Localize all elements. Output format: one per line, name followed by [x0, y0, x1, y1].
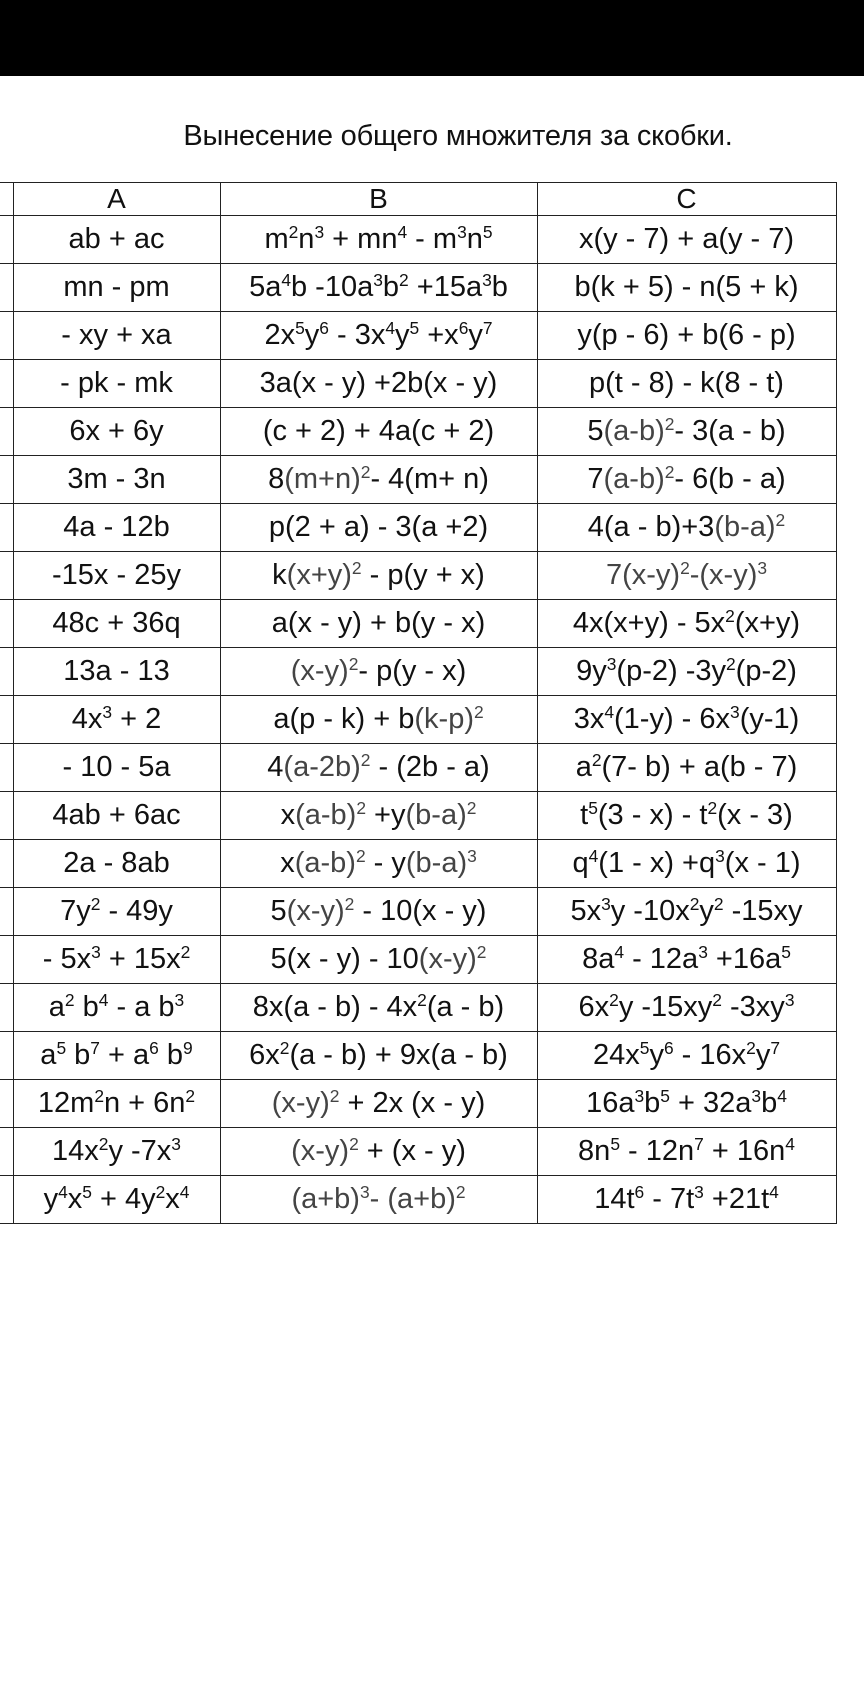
expression-cell-a: - $5x^3 + 15x^2$ [13, 936, 220, 984]
expression-cell-a: $14x^2y$ $-7x^3$ [13, 1128, 220, 1176]
table-margin-cell [0, 408, 13, 456]
table-margin-cell [0, 600, 13, 648]
table-row [0, 216, 836, 264]
table-margin-cell [0, 1032, 13, 1080]
expression-cell-c: $q^4(1 - x) +q^3(x - 1)$ [537, 840, 836, 888]
table-margin-cell [0, 216, 13, 264]
table-row [0, 552, 836, 600]
table-row [0, 408, 836, 456]
table-row [0, 1080, 836, 1128]
expression-cell-b: $5a^4b$ $-10a^3b^2 +15a^3b$ [220, 264, 537, 312]
expression-cell-b: (c + 2) + 4a(c + 2) [220, 408, 537, 456]
table-margin-cell [0, 504, 13, 552]
expression-cell-b: $(x-y)^2 + 2x$ (x - y) [220, 1080, 537, 1128]
expression-cell-b: $8x(a - b) - 4x^2(a - b)$ [220, 984, 537, 1032]
table-margin-cell [0, 1128, 13, 1176]
expression-cell-c: p(t - 8) - k(8 - t) [537, 360, 836, 408]
expression-cell-a: 4a - 12b [13, 504, 220, 552]
table-margin-cell [0, 264, 13, 312]
expression-cell-c: $8a^4 - 12a^3 +16a^5$ [537, 936, 836, 984]
column-header-c: C [537, 183, 836, 216]
table-margin-cell [0, 888, 13, 936]
expression-cell-c: $a^2(7-$ b) + a(b - 7) [537, 744, 836, 792]
expression-cell-b: $5(x-y)^2 - 10(x - y)$ [220, 888, 537, 936]
expression-cell-b: $(a+b)^3-$ $(a+b)^2$ [220, 1176, 537, 1224]
expression-cell-b: $(x-y)^2-$ p(y - x) [220, 648, 537, 696]
table-margin-cell [0, 312, 13, 360]
expression-cell-b: $4(a-2b)^2 - (2b - a)$ [220, 744, 537, 792]
expression-cell-b: $a(p - k) + b(k-p)^2$ [220, 696, 537, 744]
table-row [0, 840, 836, 888]
expression-cell-c: $7(a-b)^2-$ 6(b - a) [537, 456, 836, 504]
expression-cell-c: $9y^3(p-2)$ $-3y^2(p-2)$ [537, 648, 836, 696]
table-margin-cell [0, 744, 13, 792]
expression-cell-b: $8(m+n)^2-$ 4(m+ n) [220, 456, 537, 504]
expression-cell-c: $5(a-b)^2-$ 3(a - b) [537, 408, 836, 456]
expression-cell-c: $6x^2y$ $-15xy^2$ $-3xy^3$ [537, 984, 836, 1032]
table-row [0, 648, 836, 696]
expression-cell-a: mn - pm [13, 264, 220, 312]
table-margin-cell [0, 183, 13, 216]
table-row [0, 696, 836, 744]
table-row [0, 360, 836, 408]
table-row [0, 1032, 836, 1080]
table-row [0, 504, 836, 552]
expression-cell-a: -15x - 25y [13, 552, 220, 600]
table-row [0, 744, 836, 792]
expression-cell-b: $2x^5y^6 - 3x^4y^5 +x^6y^7$ [220, 312, 537, 360]
expression-cell-a: - xy + xa [13, 312, 220, 360]
table-margin-cell [0, 1080, 13, 1128]
table-row [0, 888, 836, 936]
expression-cell-c: x(y - 7) + a(y - 7) [537, 216, 836, 264]
expression-cell-a: $4x^3 + 2$ [13, 696, 220, 744]
expression-cell-a: - pk - mk [13, 360, 220, 408]
expression-cell-b: $x(a-b)^2 +y(b-a)^2$ [220, 792, 537, 840]
expression-cell-a: $a^5$ $b^7 + a^6$ $b^9$ [13, 1032, 220, 1080]
table-row [0, 264, 836, 312]
expression-cell-a: $y^4x^5 + 4y^2x^4$ [13, 1176, 220, 1224]
table-row [0, 984, 836, 1032]
expression-cell-a: 3m - 3n [13, 456, 220, 504]
table-margin-cell [0, 936, 13, 984]
table-margin-cell [0, 840, 13, 888]
expression-cell-b: 3a(x - y) +2b(x - y) [220, 360, 537, 408]
table-row [0, 936, 836, 984]
table-row [0, 312, 836, 360]
table-margin-cell [0, 984, 13, 1032]
expression-cell-a: 48c + 36q [13, 600, 220, 648]
expression-cell-c: $3x^4(1-y) - 6x^3(y-1)$ [537, 696, 836, 744]
column-header-a: A [13, 183, 220, 216]
exercise-table [0, 182, 837, 1224]
expression-cell-b: $5(x - y) - 10(x-y)^2$ [220, 936, 537, 984]
table-row [0, 1176, 836, 1224]
expression-cell-a: 2a - 8ab [13, 840, 220, 888]
expression-cell-b: $6x^2(a - b) + 9x(a - b)$ [220, 1032, 537, 1080]
expression-cell-a: $12m^2n + 6n^2$ [13, 1080, 220, 1128]
expression-cell-c: $8n^5 - 12n^7 + 16n^4$ [537, 1128, 836, 1176]
expression-cell-b: a(x - y) + b(y - x) [220, 600, 537, 648]
expression-cell-a: 6x + 6y [13, 408, 220, 456]
top-black-bar [0, 0, 864, 76]
expression-cell-c: $t^5(3 - x) - t^2(x - 3)$ [537, 792, 836, 840]
expression-cell-c: $16a^3b^5 + 32a^3b^4$ [537, 1080, 836, 1128]
table-row [0, 600, 836, 648]
table-margin-cell [0, 648, 13, 696]
table-margin-cell [0, 552, 13, 600]
table-margin-cell [0, 456, 13, 504]
expression-cell-c: $24x^5y^6 - 16x^2y^7$ [537, 1032, 836, 1080]
expression-cell-b: $k(x+y)^2 - p(y + x)$ [220, 552, 537, 600]
column-header-b: B [220, 183, 537, 216]
expression-cell-c: y(p - 6) + b(6 - p) [537, 312, 836, 360]
expression-cell-b: p(2 + a) - 3(a +2) [220, 504, 537, 552]
expression-cell-b: $(x-y)^2 + (x - y)$ [220, 1128, 537, 1176]
expression-cell-c: $5x^3y$ $-10x^2y^2$ -15xy [537, 888, 836, 936]
expression-cell-c: b(k + 5) - n(5 + k) [537, 264, 836, 312]
expression-cell-a: $7y^2 - 49y$ [13, 888, 220, 936]
table-margin-cell [0, 792, 13, 840]
expression-cell-c: $4x(x+y) - 5x^2(x+y)$ [537, 600, 836, 648]
expression-cell-b: $x(a-b)^2 - y(b-a)^3$ [220, 840, 537, 888]
table-margin-cell [0, 360, 13, 408]
expression-cell-a: - 10 - 5a [13, 744, 220, 792]
table-margin-cell [0, 1176, 13, 1224]
expression-cell-c: $14t^6 - 7t^3 +21t^4$ [537, 1176, 836, 1224]
expression-cell-a: 4ab + 6ac [13, 792, 220, 840]
table-row [0, 456, 836, 504]
table-margin-cell [0, 696, 13, 744]
table-header-row [0, 183, 836, 216]
expression-cell-a: 13a - 13 [13, 648, 220, 696]
expression-cell-c: $4(a - b)+3(b-a)^2$ [537, 504, 836, 552]
expression-cell-a: $a^2$ $b^4$ - a $b^3$ [13, 984, 220, 1032]
table-row [0, 792, 836, 840]
expression-cell-c: $7(x-y)^2-(x-y)^3$ [537, 552, 836, 600]
expression-cell-a: ab + ac [13, 216, 220, 264]
expression-cell-b: $m^2n^3 + mn^4 - m^3n^5$ [220, 216, 537, 264]
page-title: Вынесение общего множителя за скобки. [183, 120, 733, 152]
exercise-table-body [0, 183, 836, 1224]
table-row [0, 1128, 836, 1176]
